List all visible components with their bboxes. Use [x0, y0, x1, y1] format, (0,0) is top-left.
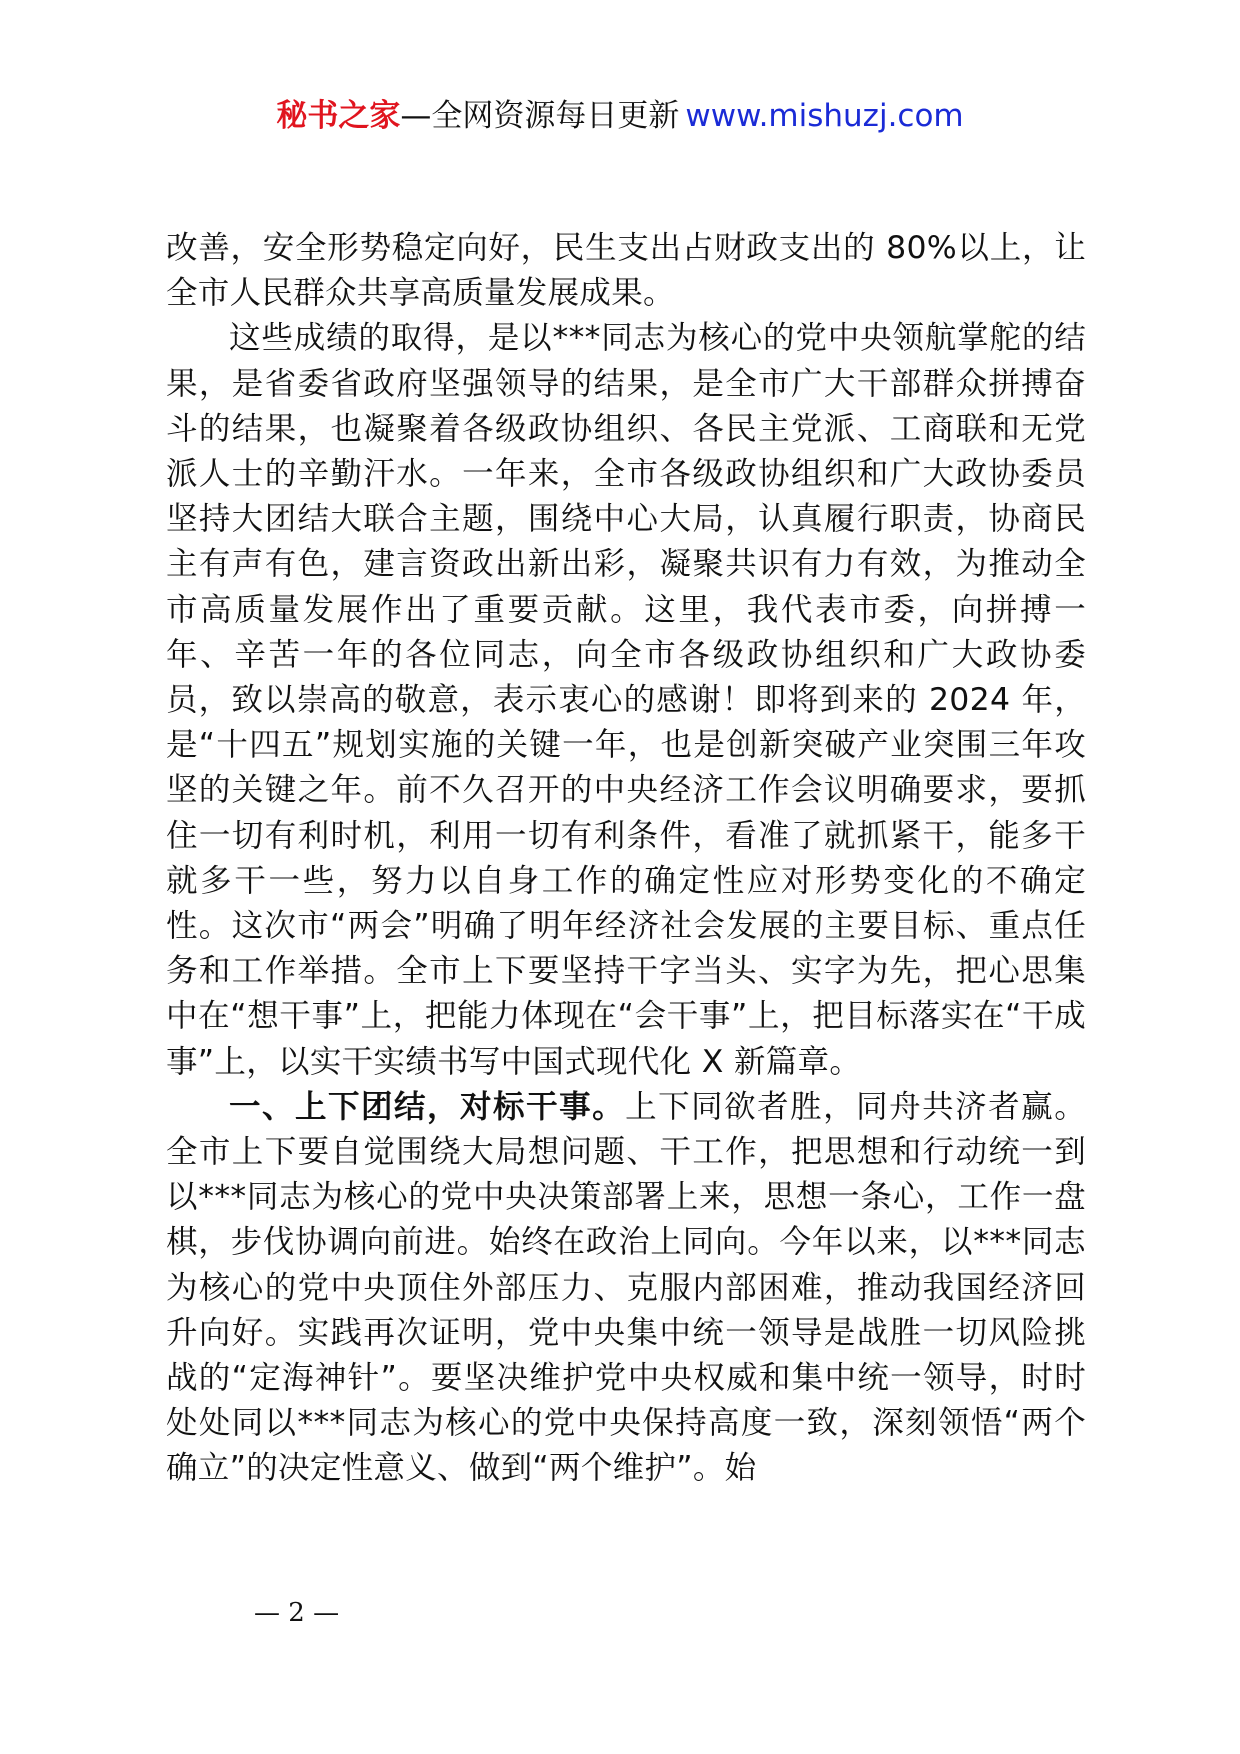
document-body [166, 226, 1086, 1492]
paragraph-section-one [166, 1085, 1086, 1492]
brand-name: 秘书之家 [276, 98, 401, 134]
section-text: 上下同欲者胜，同舟共济者赢。全市上下要自觉围绕大局想问题、干工作，把思想和行动统一到以***同志为核心的党中央决策部署上来，思想一条心，工作一盘棋，步伐协调向前进。始终在政治上同向。今年以来，以***同志为核心的党中央顶住外部压力、克服内部困难，推动我国经济回升向好。实践再次证明，党中央集中统一领导是战胜一切风险挑战的“定海神针”。要坚决维护党中央权威和集中统一领导，时时处处同以***同志为核心的党中央保持高度一致，深刻领悟“两个确立”的决定性意义、做到“两个维护”。始 [166, 1088, 1086, 1487]
site-header [0, 96, 1240, 136]
page-number: — 2 — [254, 1598, 340, 1628]
section-heading: 一、上下团结，对标干事。 [229, 1088, 626, 1125]
header-tagline: —全网资源每日更新 [400, 98, 680, 134]
site-url-link[interactable]: www.mishuzj.com [685, 98, 964, 134]
paragraph-continuation: 改善，安全形势稳定向好，民生支出占财政支出的 80%以上，让全市人民群众共享高质量发展成果。 [166, 230, 1086, 312]
paragraph-achievements: 这些成绩的取得，是以***同志为核心的党中央领航掌舵的结果，是省委省政府坚强领导的结果，是全市广大干部群众拼搏奋斗的结果，也凝聚着各级政协组织、各民主党派、工商联和无党派人士的辛勤汗水。一年来，全市各级政协组织和广大政协委员坚持大团结大联合主题，围绕中心大局，认真履行职责，协商民主有声有色，建言资政出新出彩，凝聚共识有力有效，为推动全市高质量发展作出了重要贡献。这里，我代表市委，向拼搏一年、辛苦一年的各位同志，向全市各级政协组织和广大政协委员，致以崇高的敬意，表示衷心的感谢！即将到来的 2024 年，是“十四五”规划实施的关键一年，也是创新突破产业突围三年攻坚的关键之年。前不久召开的中央经济工作会议明确要求，要抓住一切有利时机，利用一切有利条件，看准了就抓紧干，能多干就多干一些，努力以自身工作的确定性应对形势变化的不确定性。这次市“两会”明确了明年经济社会发展的主要目标、重点任务和工作举措。全市上下要坚持干字当头、实字为先，把心思集中在“想干事”上，把能力体现在“会干事”上，把目标落实在“干成事”上，以实干实绩书写中国式现代化 X 新篇章。 [166, 320, 1086, 1080]
